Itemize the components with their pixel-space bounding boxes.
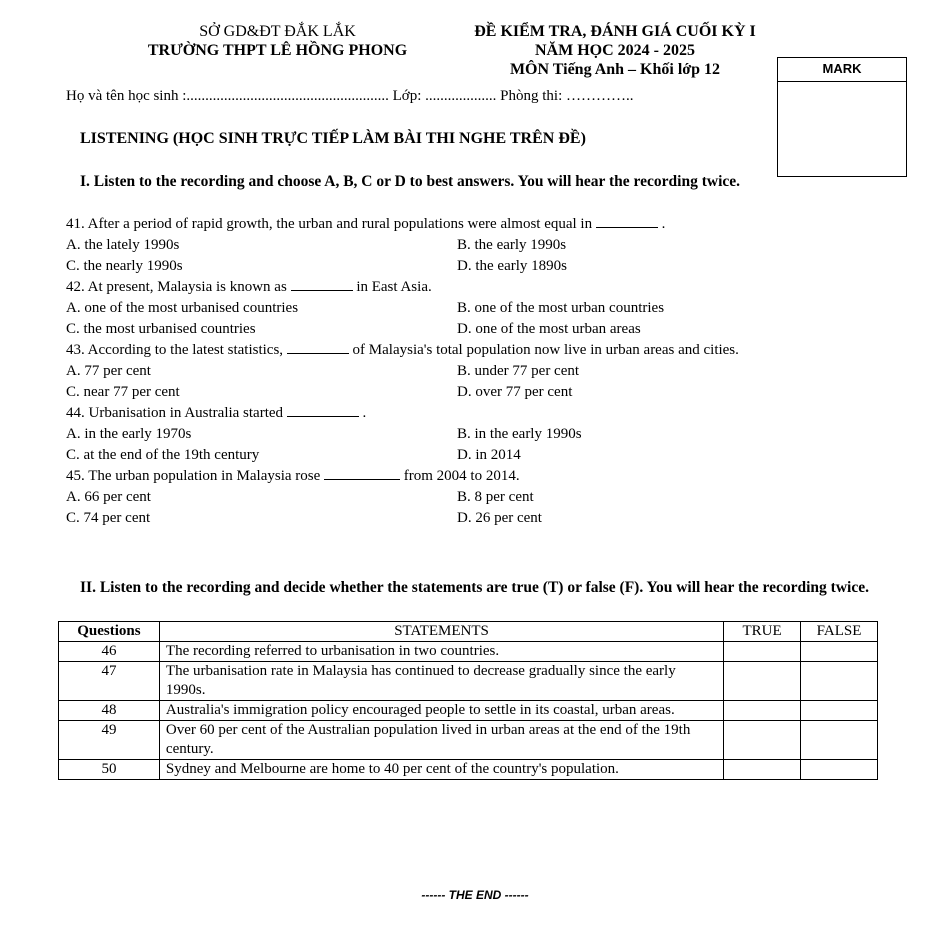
question-number: 46 xyxy=(59,642,160,662)
question-number: 50 xyxy=(59,760,160,780)
statement: The recording referred to urbanisation in two countries. xyxy=(159,642,723,662)
true-answer-cell[interactable] xyxy=(724,662,801,701)
question-42: 42. At present, Malaysia is known as in East Asia. xyxy=(66,279,432,295)
options-row xyxy=(66,445,886,466)
statement: Sydney and Melbourne are home to 40 per cent of the country's population. xyxy=(159,760,723,780)
options-row xyxy=(66,256,886,277)
option[interactable]: D. 26 per cent xyxy=(457,510,542,526)
option[interactable]: C. 74 per cent xyxy=(66,510,151,526)
option[interactable]: C. the most urbanised countries xyxy=(66,321,256,337)
statement: Australia's immigration policy encouraged people to settle in its coastal, urban areas. xyxy=(159,701,723,721)
part2-instruction: II. Listen to the recording and decide whether the statements are true (T) or false (F). You will hear the recording twice. xyxy=(80,579,869,596)
header-right xyxy=(450,22,780,79)
option[interactable]: D. in 2014 xyxy=(457,447,521,463)
table-row xyxy=(59,642,878,662)
question-number: 48 xyxy=(59,701,160,721)
option[interactable]: A. the lately 1990s xyxy=(66,237,180,253)
options-row xyxy=(66,319,886,340)
mark-label: MARK xyxy=(778,58,906,82)
options-row xyxy=(66,487,886,508)
header-true: TRUE xyxy=(724,622,801,642)
header-questions: Questions xyxy=(59,622,160,642)
answer-blank xyxy=(287,404,359,417)
true-answer-cell[interactable] xyxy=(724,721,801,760)
question-43: 43. According to the latest statistics, of Malaysia's total population now live in urban areas and cities. xyxy=(66,342,739,358)
statement: The urbanisation rate in Malaysia has continued to decrease gradually since the early 1990s. xyxy=(159,662,723,701)
true-answer-cell[interactable] xyxy=(724,642,801,662)
options-row xyxy=(66,424,886,445)
option[interactable]: D. one of the most urban areas xyxy=(457,321,641,337)
false-answer-cell[interactable] xyxy=(801,760,878,780)
option[interactable]: B. in the early 1990s xyxy=(457,426,582,442)
the-end-footer: ------ THE END ------ xyxy=(421,888,529,902)
option[interactable]: D. the early 1890s xyxy=(457,258,567,274)
option[interactable]: C. near 77 per cent xyxy=(66,384,180,400)
true-false-table xyxy=(58,621,878,780)
option[interactable]: D. over 77 per cent xyxy=(457,384,573,400)
true-answer-cell[interactable] xyxy=(724,760,801,780)
option[interactable]: A. 77 per cent xyxy=(66,363,151,379)
option[interactable]: B. 8 per cent xyxy=(457,489,534,505)
option[interactable]: A. 66 per cent xyxy=(66,489,151,505)
question-41: 41. After a period of rapid growth, the urban and rural populations were almost equal in . xyxy=(66,216,666,232)
subject: MÔN Tiếng Anh – Khối lớp 12 xyxy=(509,61,721,78)
part1-questions xyxy=(66,214,886,529)
answer-blank xyxy=(291,278,353,291)
table-row xyxy=(59,701,878,721)
header-left xyxy=(110,22,445,60)
options-row xyxy=(66,298,886,319)
table-row xyxy=(59,662,878,701)
option[interactable]: C. at the end of the 19th century xyxy=(66,447,260,463)
student-info-line: Họ và tên học sinh :...................................................... Lớp: ................... Phòng thi: ………….. xyxy=(66,88,634,104)
option[interactable]: B. the early 1990s xyxy=(457,237,567,253)
option[interactable]: B. under 77 per cent xyxy=(457,363,580,379)
false-answer-cell[interactable] xyxy=(801,721,878,760)
school-name: TRƯỜNG THPT LÊ HỒNG PHONG xyxy=(147,42,408,59)
section-title: LISTENING (HỌC SINH TRỰC TIẾP LÀM BÀI THI NGHE TRÊN ĐỀ) xyxy=(80,130,586,147)
false-answer-cell[interactable] xyxy=(801,642,878,662)
question-45: 45. The urban population in Malaysia rose from 2004 to 2014. xyxy=(66,468,520,484)
table-row xyxy=(59,760,878,780)
options-row xyxy=(66,361,886,382)
exam-title: ĐỀ KIỂM TRA, ĐÁNH GIÁ CUỐI KỲ I xyxy=(474,23,756,40)
answer-blank xyxy=(287,341,349,354)
answer-blank xyxy=(596,215,658,228)
false-answer-cell[interactable] xyxy=(801,662,878,701)
statement: Over 60 per cent of the Australian population lived in urban areas at the end of the 19th century. xyxy=(159,721,723,760)
false-answer-cell[interactable] xyxy=(801,701,878,721)
table-header-row xyxy=(59,622,878,642)
option[interactable]: B. one of the most urban countries xyxy=(457,300,665,316)
options-row xyxy=(66,382,886,403)
school-year: NĂM HỌC 2024 - 2025 xyxy=(535,42,695,59)
question-number: 49 xyxy=(59,721,160,760)
options-row xyxy=(66,235,886,256)
option[interactable]: A. one of the most urbanised countries xyxy=(66,300,299,316)
true-answer-cell[interactable] xyxy=(724,701,801,721)
options-row xyxy=(66,508,886,529)
question-number: 47 xyxy=(59,662,160,701)
question-44: 44. Urbanisation in Australia started . xyxy=(66,405,367,421)
part1-instruction: I. Listen to the recording and choose A, B, C or D to best answers. You will hear the recording twice. xyxy=(80,173,741,190)
option[interactable]: A. in the early 1970s xyxy=(66,426,192,442)
option[interactable]: C. the nearly 1990s xyxy=(66,258,183,274)
table-row xyxy=(59,721,878,760)
answer-blank xyxy=(324,467,400,480)
mark-box[interactable] xyxy=(777,57,907,177)
department-name: SỞ GD&ĐT ĐẮK LẮK xyxy=(199,23,356,40)
header-statements: STATEMENTS xyxy=(159,622,723,642)
header-false: FALSE xyxy=(801,622,878,642)
